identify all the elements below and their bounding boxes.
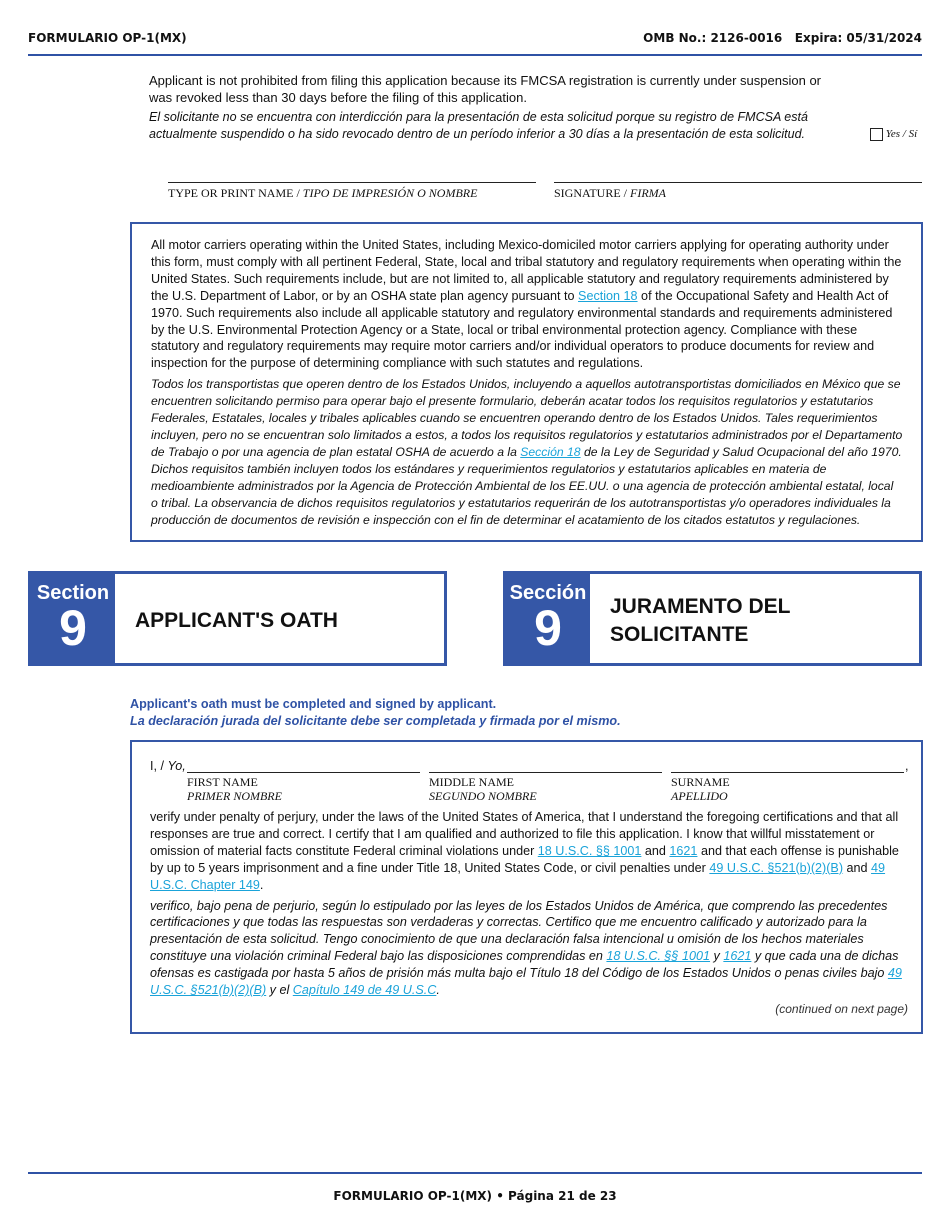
section-number: 9: [59, 600, 87, 656]
usc-521-link-es[interactable]: 49 U.S.C. §521(b)(2)(B): [150, 966, 902, 998]
usc-chapter-149-link[interactable]: 49 U.S.C. Chapter 149: [150, 860, 886, 892]
footer-page-label: FORMULARIO OP-1(MX) • Página 21 de 23: [333, 1189, 617, 1203]
omb-info: [643, 31, 922, 45]
usc-1001-link-es[interactable]: 18 U.S.C. §§ 1001: [606, 949, 711, 964]
surname-line[interactable]: [671, 772, 904, 773]
header-rule: [28, 54, 922, 56]
oath-en: verify under penalty of perjury, under the laws of the United States of America, that I understand the foregoing certifications and that all responses are true and correct. I certify that I am qualified and authorized to file this application. I know that willful misstatement or omission of material facts constitute Federal criminal violations under 18 U.S.C. §§ 1001 and 1621 and that each offense is punishable by up to 5 years imprisonment and a fine under Title 18, United States Code, or civil penalties under 49 U.S.C. §521(b)(2)(B) and 49 U.S.C. Chapter 149.: [150, 810, 899, 892]
footer-rule: [28, 1172, 922, 1174]
section-18-link[interactable]: Section 18: [578, 288, 638, 303]
middle-name-line[interactable]: [429, 772, 662, 773]
instructions-en: Applicant's oath must be completed and signed by applicant.: [130, 697, 497, 711]
suspension-en: Applicant is not prohibited from filing this application because its FMCSA registration is currently under suspension or was revoked less than 30 days before the filing of this application.: [149, 73, 822, 105]
first-name-line[interactable]: [187, 772, 420, 773]
compliance-en: All motor carriers operating within the United States, including Mexico-domiciled motor carriers applying for operating authority under this form, must comply with all pertinent Federal, State, local and tribal statutory and regulatory requirements when operating within the United States. Such requirements include, but are not limited to, all applicable statutory and regulatory requirements administered by the U.S. Department of Labor, or by an OSHA state plan agency pursuant to Section 18 of the Occupational Safety and Health Act of 1970. Such requirements also include all applicable statutory and regulatory environmental standards and requirements administered by the U.S. Environmental Protection Agency or a State, local or tribal environmental protection agency. Compliance with these statutory and regulatory requirements may require motor carriers and/or individual operators to produce documents for review and inspection for the purpose of determining compliance with such statutes and regulations.: [151, 238, 902, 371]
oath-es: verifico, bajo pena de perjurio, según lo estipulado por las leyes de los Estados Unidos de América, que comprendo las precedentes certificaciones y que todas las respuestas son verdaderas y correctas. Certifico que me encuentro calificado y autorizado para la presentación de esta solicitud. Tengo conocimiento de que una declaración falsa intencional u omisión de los hechos materiales constituye una violación criminal Federal bajo las disposiciones comprendidas en 18 U.S.C. §§ 1001 y 1621 y que cada una de dichas ofensas es castigada por hasta 5 años de prisión más multa bajo el Título 18 del Código de los Estados Unidos o penas civiles bajo 49 U.S.C. §521(b)(2)(B) y el Capítulo 149 de 49 U.S.C.: [150, 898, 902, 998]
suspension-es: El solicitante no se encuentra con interdicción para la presentación de esta solicitud porque su registro de FMCSA está actualmente suspendido o ha sido revocado dentro de un período inferior a 30 días a la presentación de esta solicitud.: [149, 110, 808, 141]
seccion-number: 9: [534, 600, 562, 656]
signature-label: SIGNATURE / FIRMA: [554, 186, 666, 200]
first-name-label: FIRST NAME PRIMER NOMBRE: [187, 775, 282, 803]
instructions-es: La declaración jurada del solicitante debe ser completada y firmada por el mismo.: [130, 714, 621, 728]
signature-line[interactable]: [554, 182, 922, 183]
section-9-header-en: [28, 571, 447, 666]
oath-box: [130, 740, 923, 1034]
yes-checkbox-label: Yes / Sí: [885, 128, 918, 141]
capitulo-149-link[interactable]: Capítulo 149 de 49 U.S.C: [292, 983, 437, 998]
suspension-checkbox-group[interactable]: [870, 128, 917, 141]
oath-instructions: [130, 696, 621, 730]
compliance-box: [130, 222, 923, 542]
section-number-badge-en: [31, 574, 115, 663]
usc-1001-link[interactable]: 18 U.S.C. §§ 1001: [537, 843, 642, 858]
compliance-es: Todos los transportistas que operen dentro de los Estados Unidos, incluyendo a aquellos autotransportistas domiciliados en México que se encuentren solicitando permiso para operar bajo el presente formulario, deberán acatar todos los requisitos regulatorios y estatutarios Federales, Estatales, locales y tribales aplicables cuando se encuentren operando dentro de los Estados Unidos. Tales requerimientos incluyen, pero no se encuentran solo limitados a estos, a todos los requisitos regulatorios y estatutarios administrados por el Departamento de Trabajo o por una agencia de plan estatal OSHA de acuerdo a la Sección 18 de la Ley de Seguridad y Salud Ocupacional del año 1970. Dichos requisitos también incluyen todos los estándares y requerimientos regulatorios y estatutarios aplicables en materia de medioambiente administrados por la Agencia de Protección Ambiental de los EE.UU. o una agencia de protección ambiental estatal, local o tribal. La observancia de dichos requisitos regulatorios y estatutarios requerirán de los autotransportistas y/o operadores individuales la producción de documentos de revisión e inspección con el fin de determinar el acatamiento de los citados estatutos y regulaciones.: [151, 377, 903, 527]
expiry-date: Expira: 05/31/2024: [794, 31, 922, 45]
name-line[interactable]: [168, 182, 536, 183]
seccion-word: Sección: [509, 582, 587, 604]
form-name: FORMULARIO OP-1(MX): [28, 31, 187, 45]
surname-label: SURNAME APELLIDO: [671, 775, 730, 803]
suspension-statement: [149, 72, 839, 143]
usc-1621-link[interactable]: 1621: [669, 843, 698, 858]
continued-note: (continued on next page): [775, 1001, 908, 1016]
seccion-18-link[interactable]: Sección 18: [520, 444, 581, 459]
section-number-badge-es: [506, 574, 590, 663]
section-title-en: APPLICANT'S OATH: [135, 609, 338, 632]
usc-521-link[interactable]: 49 U.S.C. §521(b)(2)(B): [709, 860, 844, 875]
omb-number: OMB No.: 2126-0016: [643, 31, 783, 45]
middle-name-label: MIDDLE NAME SEGUNDO NOMBRE: [429, 775, 537, 803]
section-title-es: JURAMENTO DEL SOLICITANTE: [610, 595, 791, 646]
usc-1621-link-es[interactable]: 1621: [723, 949, 752, 964]
section-9-header-es: [503, 571, 922, 666]
oath-text: [150, 809, 908, 1018]
oath-i-label: I, / Yo,: [150, 759, 186, 773]
name-label: TYPE OR PRINT NAME / TIPO DE IMPRESIÓN O NOMBRE: [168, 186, 478, 200]
yes-checkbox[interactable]: [870, 128, 883, 141]
section-word: Section: [36, 582, 110, 604]
oath-comma: ,: [905, 759, 909, 773]
